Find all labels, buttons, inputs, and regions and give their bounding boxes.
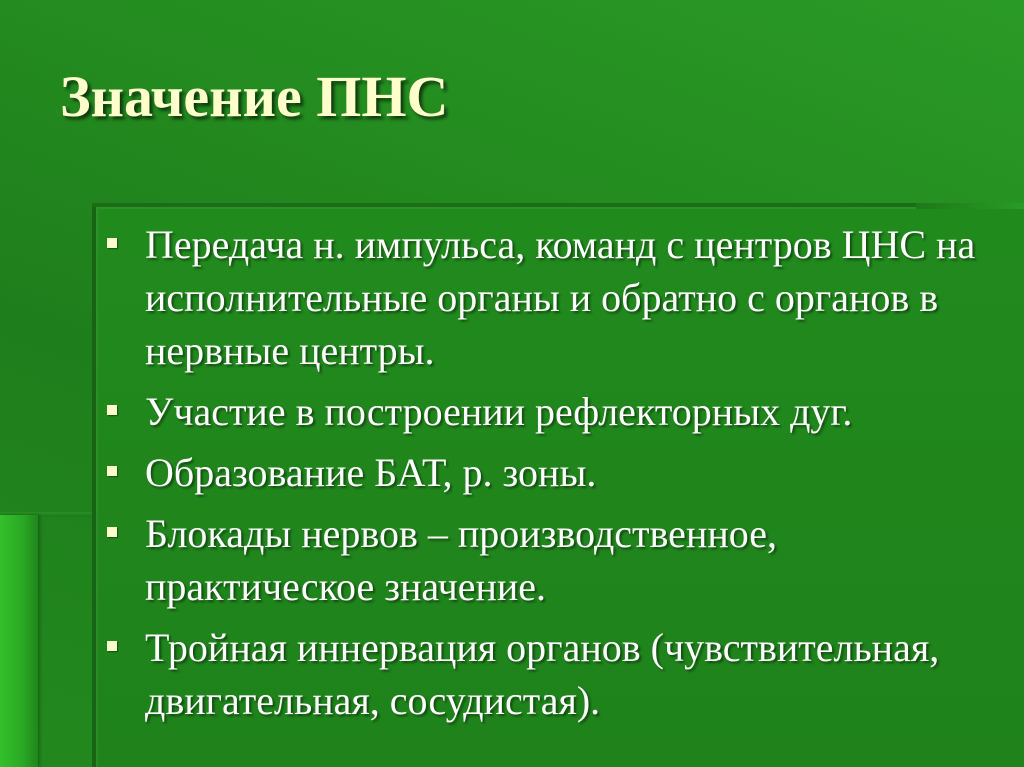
bullet-item xyxy=(105,446,985,499)
bullet-text: Тройная иннервация органов (чувствительная, двигательная, сосудистая). xyxy=(145,625,940,723)
bullet-text: Участие в построении рефлекторных дуг. xyxy=(145,389,853,434)
slide-title: Значение ПНС xyxy=(60,64,449,129)
bullet-item xyxy=(105,385,985,438)
decorative-panel-left xyxy=(0,515,38,767)
bullet-item xyxy=(105,218,985,377)
square-bullet-icon xyxy=(107,238,117,248)
content-panel-shade xyxy=(916,203,1024,209)
bullet-text: Блокады нервов – производственное, практическое значение. xyxy=(145,511,777,609)
bullet-item xyxy=(105,507,985,613)
square-bullet-icon xyxy=(107,466,117,476)
square-bullet-icon xyxy=(107,405,117,415)
bullet-item xyxy=(105,621,985,727)
square-bullet-icon xyxy=(107,527,117,537)
content-panel-edge xyxy=(92,203,916,207)
bullet-text: Передача н. импульса, команд с центров ЦНС на исполнительные органы и обратно с органов в нервные центры. xyxy=(145,222,976,373)
bullet-list xyxy=(105,218,985,735)
bullet-text: Образование БАТ, р. зоны. xyxy=(145,450,597,495)
square-bullet-icon xyxy=(107,641,117,651)
